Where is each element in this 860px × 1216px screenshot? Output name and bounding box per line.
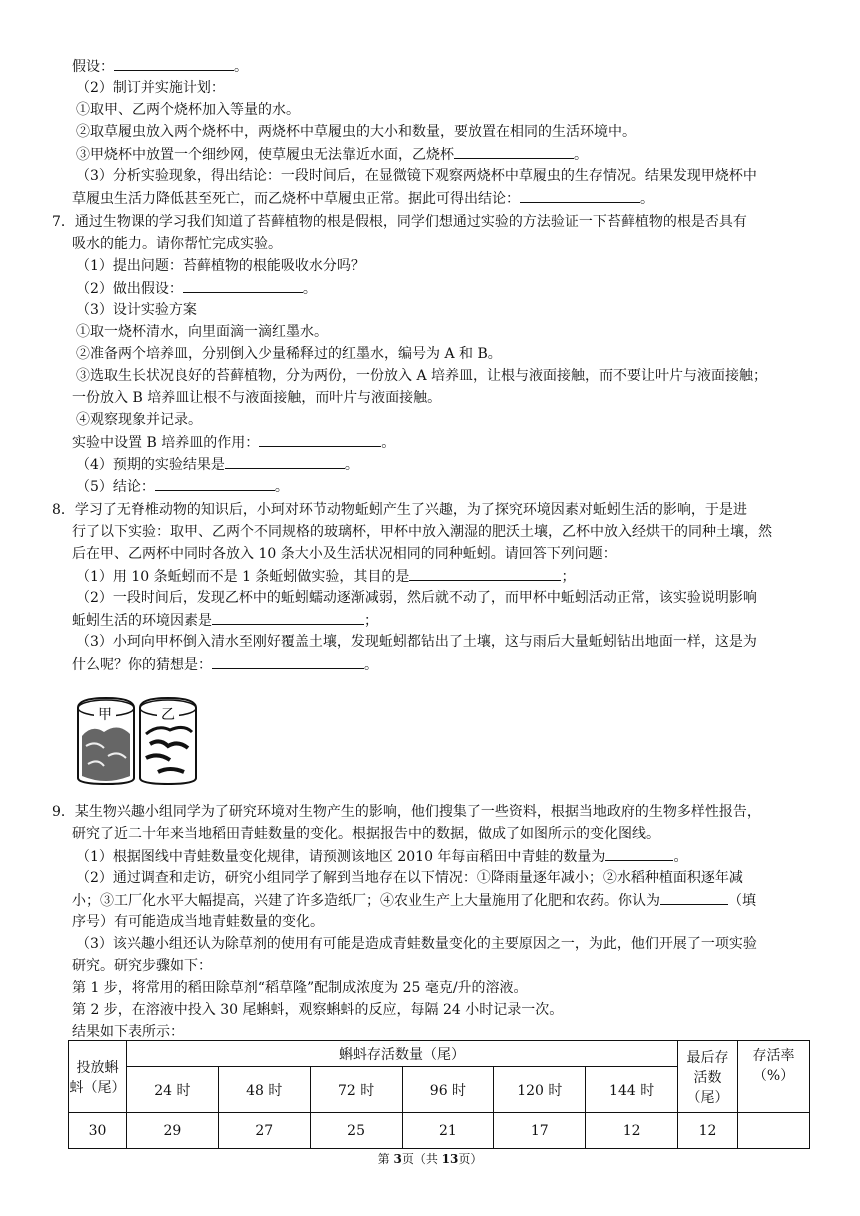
header-survival-group: 蝌蚪存活数量（尾） <box>126 1041 677 1067</box>
text-line <box>72 654 378 675</box>
line-text: （2）做出假设： <box>76 281 183 297</box>
header-rate-line1: 存活率 <box>752 1048 795 1064</box>
line-text: （2）通过调查和走访，研究小组同学了解到当地存在以下情况：①降雨量逐年减小；②水稻种植面积逐年减 <box>76 870 743 886</box>
text-line <box>76 322 328 342</box>
line-text: （2）一段时间后，发现乙杯中的蚯蚓蠕动逐渐减弱，然后就不动了，而甲杯中蚯蚓活动正常，该实验说明影响 <box>76 590 757 606</box>
answer-blank[interactable] <box>660 890 728 905</box>
line-text: ④观察现象并记录。 <box>76 412 202 428</box>
header-hour: 72 时 <box>310 1067 402 1113</box>
answer-blank[interactable] <box>520 188 640 203</box>
line-text: （1）用 10 条蚯蚓而不是 1 条蚯蚓做实验，其目的是 <box>76 569 410 585</box>
line-text-after: 。 <box>234 59 248 75</box>
line-text: （3）设计实验方案 <box>76 302 197 318</box>
line-text: ①取甲、乙两个烧杯加入等量的水。 <box>76 102 300 118</box>
line-text-after: 。 <box>673 849 688 865</box>
cell-last-survive: 12 <box>678 1113 738 1149</box>
line-text: 吸水的能力。请你帮忙完成实验。 <box>72 236 282 252</box>
line-text: ③甲烧杯中放置一个细纱网，使草履虫无法靠近水面，乙烧杯 <box>76 147 454 163</box>
header-put-line1: 投放蝌 <box>76 1059 119 1076</box>
answer-blank[interactable] <box>605 846 673 861</box>
text-line <box>76 566 575 587</box>
answer-blank[interactable] <box>183 278 303 293</box>
line-text: （5）结论： <box>76 479 155 495</box>
line-text: 一份放入 B 培养皿让根不与液面接触，而叶片与液面接触。 <box>72 390 442 406</box>
text-line <box>72 912 324 932</box>
line-text-after: 。 <box>574 147 588 163</box>
text-line <box>72 824 660 844</box>
text-line <box>76 410 202 430</box>
answer-blank[interactable] <box>454 144 574 159</box>
line-text: ②准备两个培养皿，分别倒入少量稀释过的红墨水，编号为 A 和 B。 <box>76 346 502 362</box>
text-line <box>72 544 617 564</box>
line-text: 研究。研究步骤如下： <box>72 958 212 974</box>
text-line <box>72 978 528 998</box>
text-line <box>72 956 212 976</box>
earthworm-jars-figure <box>74 694 198 786</box>
line-text: 假设： <box>72 59 114 75</box>
line-text-after: 。 <box>364 657 378 673</box>
jar-yi-label: 乙 <box>161 707 175 723</box>
line-text: 后在甲、乙两杯中同时各放入 10 条大小及生活状况相同的同种蚯蚓。请回答下列问题： <box>72 546 617 562</box>
line-text: 第 1 步，将常用的稻田除草剂“稻草隆”配制成浓度为 25 毫克/升的溶液。 <box>72 980 528 996</box>
answer-blank[interactable] <box>114 56 234 71</box>
text-line <box>72 610 378 631</box>
text-line <box>52 802 761 822</box>
line-text: 行了以下实验：取甲、乙两个不同规格的玻璃杯，甲杯中放入潮湿的肥沃土壤，乙杯中放入经烘干的同种土壤，然 <box>72 524 772 540</box>
line-text: 结果如下表所示： <box>72 1024 184 1040</box>
text-line <box>72 1022 184 1042</box>
line-text-after: （填 <box>728 893 756 909</box>
line-text-after: 。 <box>344 457 359 473</box>
text-line <box>52 500 747 520</box>
answer-blank[interactable] <box>409 566 561 581</box>
jar-jia-label: 甲 <box>98 707 112 723</box>
header-last-survive <box>678 1041 738 1113</box>
footer-page-number: 3 <box>393 1152 402 1166</box>
line-text: ③选取生长状况良好的苔藓植物，分为两份，一份放入 A 培养皿，让根与液面接触，而不要让叶片与液面接触； <box>76 368 768 384</box>
line-text-after: 。 <box>302 281 317 297</box>
jar-yi <box>140 698 196 784</box>
text-line <box>72 56 248 77</box>
line-text: 序号）有可能造成当地青蛙数量的变化。 <box>72 914 324 930</box>
header-rate-line2: （%） <box>752 1068 795 1084</box>
line-text: （3）该兴趣小组还认为除草剂的使用有可能是造成青蛙数量变化的主要原因之一，为此，他们开展了一项实验 <box>76 936 757 952</box>
header-last-line2: 活数 <box>693 1069 722 1086</box>
text-line <box>76 122 636 142</box>
line-text: （2）制订并实施计划： <box>76 80 225 96</box>
text-line <box>76 78 225 98</box>
line-text: 8．学习了无脊椎动物的知识后，小珂对环节动物蚯蚓产生了兴趣，为了探究环境因素对蚯蚓生活的影响，于是进 <box>52 502 747 518</box>
text-line <box>52 212 747 232</box>
line-text: 实验中设置 B 培养皿的作用： <box>72 435 260 451</box>
cell-survival-count: 12 <box>586 1113 678 1149</box>
cell-survival-count: 17 <box>494 1113 586 1149</box>
line-text-after: 。 <box>640 191 654 207</box>
text-line <box>76 144 588 165</box>
text-line <box>76 100 300 120</box>
cell-survival-count: 29 <box>126 1113 218 1149</box>
line-text: 7．通过生物课的学习我们知道了苔藓植物的根是假根，同学们想通过实验的方法验证一下苔藓植物的根是否具有 <box>52 214 747 230</box>
line-text: 小；③工厂化水平大幅提高，兴建了许多造纸厂；④农业生产上大量施用了化肥和农药。你认为 <box>72 893 660 909</box>
text-line <box>76 278 317 299</box>
answer-blank[interactable] <box>212 654 364 669</box>
footer-pre: 第 <box>377 1152 394 1166</box>
line-text-after: ； <box>364 613 378 629</box>
header-put-count <box>69 1041 127 1113</box>
text-line <box>72 234 282 254</box>
cell-survival-rate <box>738 1113 810 1149</box>
cell-survival-count: 27 <box>218 1113 310 1149</box>
line-text: 什么呢？你的猜想是： <box>72 657 212 673</box>
answer-blank[interactable] <box>212 610 364 625</box>
header-hour: 48 时 <box>218 1067 310 1113</box>
header-hour: 120 时 <box>494 1067 586 1113</box>
text-line <box>76 934 757 954</box>
line-text: 草履虫生活力降低甚至死亡，而乙烧杯中草履虫正常。据此可得出结论： <box>72 191 520 207</box>
text-line <box>76 256 365 276</box>
footer-post: 页） <box>458 1152 483 1166</box>
header-last-line3: （尾） <box>686 1089 729 1106</box>
text-line <box>72 522 772 542</box>
line-text: （4）预期的实验结果是 <box>76 457 225 473</box>
line-text: （1）提出问题：苔藓植物的根能吸收水分吗？ <box>76 258 365 274</box>
footer-mid: 页（共 <box>401 1152 442 1166</box>
line-text: 9．某生物兴趣小组同学为了研究环境对生物产生的影响，他们搜集了一些资料，根据当地政府的生物多样性报告， <box>52 804 761 820</box>
cell-survival-count: 21 <box>402 1113 494 1149</box>
answer-blank[interactable] <box>225 454 345 469</box>
text-line <box>76 300 197 320</box>
text-line <box>72 432 395 453</box>
text-line <box>76 454 359 475</box>
text-line <box>76 476 289 497</box>
cell-survival-count: 25 <box>310 1113 402 1149</box>
line-text: 研究了近二十年来当地稻田青蛙数量的变化。根据报告中的数据，做成了如图所示的变化图线。 <box>72 826 660 842</box>
answer-blank[interactable] <box>155 476 275 491</box>
line-text: ②取草履虫放入两个烧杯中，两烧杯中草履虫的大小和数量，要放置在相同的生活环境中。 <box>76 124 636 140</box>
text-line <box>72 388 441 408</box>
text-line <box>76 868 743 888</box>
header-put-line2: 蚪（尾） <box>69 1079 126 1096</box>
header-hour: 144 时 <box>586 1067 678 1113</box>
line-text-after: ； <box>561 569 576 585</box>
text-line <box>76 588 757 608</box>
text-line <box>72 1000 563 1020</box>
header-hour: 24 时 <box>126 1067 218 1113</box>
jar-jia <box>78 698 134 784</box>
line-text: （1）根据图线中青蛙数量变化规律，请预测该地区 2010 年每亩稻田中青蛙的数量为 <box>76 849 606 865</box>
line-text: ①取一烧杯清水，向里面滴一滴红墨水。 <box>76 324 328 340</box>
page-footer <box>0 1150 860 1167</box>
line-text: （3）小珂向甲杯倒入清水至刚好覆盖土壤，发现蚯蚓都钻出了土壤，这与雨后大量蚯蚓钻出地面一样，这是为 <box>76 634 757 650</box>
header-survival-rate <box>738 1041 810 1113</box>
line-text: 第 2 步，在溶液中投入 30 尾蝌蚪，观察蝌蚪的反应，每隔 24 小时记录一次。 <box>72 1002 564 1018</box>
text-line <box>76 166 757 186</box>
line-text: 蚯蚓生活的环境因素是 <box>72 613 212 629</box>
header-hour: 96 时 <box>402 1067 494 1113</box>
line-text: （3）分析实验现象，得出结论：一段时间后，在显微镜下观察两烧杯中草履虫的生存情况。结果发现甲烧杯中 <box>76 168 757 184</box>
text-line <box>76 366 767 386</box>
line-text-after: 。 <box>274 479 289 495</box>
text-line <box>72 188 654 209</box>
text-line <box>76 344 502 364</box>
text-line <box>76 632 757 652</box>
header-last-line1: 最后存 <box>686 1049 729 1066</box>
line-text-after: 。 <box>381 435 396 451</box>
results-table <box>68 1040 810 1149</box>
answer-blank[interactable] <box>259 432 381 447</box>
text-line <box>72 890 756 911</box>
footer-total-pages: 13 <box>441 1152 459 1166</box>
cell-put-count: 30 <box>69 1113 127 1149</box>
text-line <box>76 846 687 867</box>
